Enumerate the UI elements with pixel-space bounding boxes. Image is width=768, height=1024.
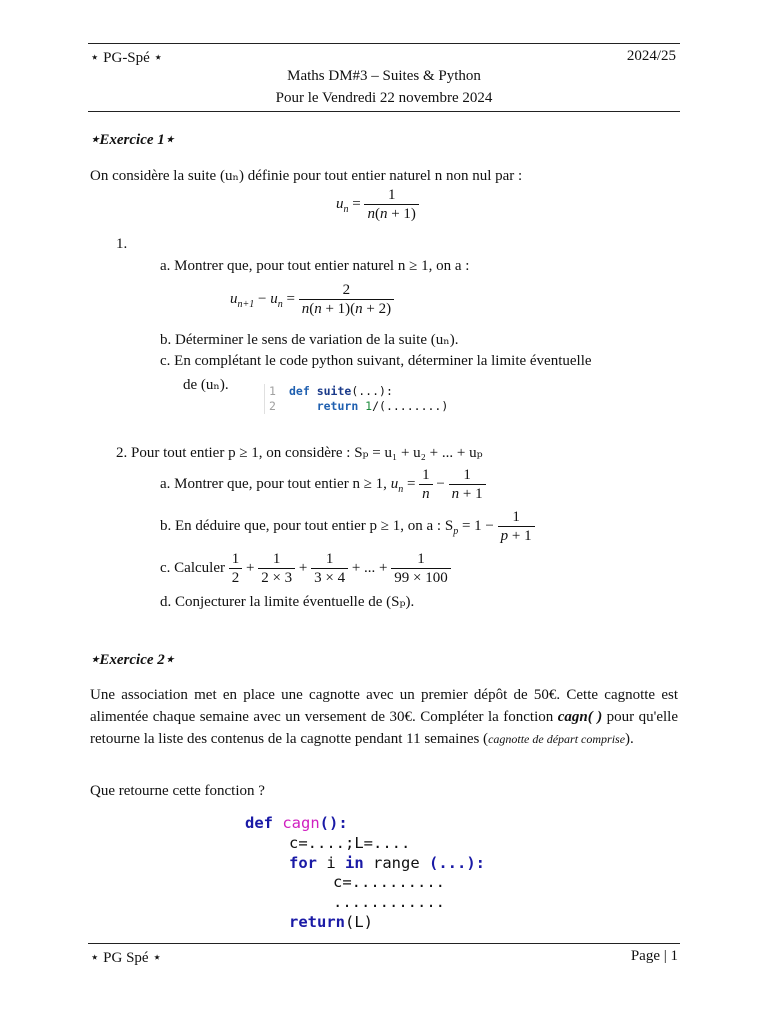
question-2b-text: b. En déduire que, pour tout entier p ≥ 1, on a : [160, 517, 442, 534]
code-line-2: 2 return 1/(........) [269, 399, 449, 413]
question-1c-line1: c. En complétant le code python suivant, déterminer la limite éventuelle [160, 353, 592, 369]
cagn-line-1: def cagn(): [245, 814, 348, 832]
question-2a-text: a. Montrer que, pour tout entier n ≥ 1, [160, 475, 387, 492]
question-1b: b. Déterminer le sens de variation de la suite (uₙ). [160, 332, 459, 348]
exercise-2-question: Que retourne cette fonction ? [90, 783, 265, 799]
exercise-2-paragraph: Une association met en place une cagnotte avec un premier dépôt de 50€. Cette cagnotte est alimentée chaque semaine avec un versement de 30€. Compléter la fonction cagn( ) pour qu'elle retourne la liste des contenus de la cagnotte pendant 11 semaines (cagnotte de départ comprise). [90, 687, 678, 747]
footer-rule [88, 943, 680, 944]
function-name: cagn( ) [557, 709, 603, 725]
cagn-line-2: c=....;L=.... [289, 833, 411, 852]
exercise-1-title: ⋆Exercice 1⋆ [90, 132, 175, 148]
formula-un: $u_n$ = $\frac{1}{n(n + 1)}$ [336, 186, 419, 223]
footer-left: ⋆ PG Spé ⋆ [90, 950, 162, 966]
question-1a: a. Montrer que, pour tout entier naturel n ≥ 1, on a : [160, 258, 470, 274]
question-1c-line2: de (uₙ). [183, 377, 229, 393]
header-bottom-rule [88, 111, 680, 112]
python-suite-code [264, 384, 448, 414]
formula-difference: $u_{n+1} - u_n$ = $\frac{2}{n(n + 1)(n + 2)}$ [230, 281, 394, 318]
header-subtitle: Pour le Vendredi 22 novembre 2024 [275, 90, 493, 106]
header-right: 2024/25 [626, 48, 676, 64]
code-line-1: 1 def suite(...): [269, 384, 393, 398]
question-2c-text: c. Calculer [160, 559, 225, 576]
header-top-rule [88, 43, 680, 44]
cagn-line-5: ............ [333, 893, 445, 912]
header-title: Maths DM#3 – Suites & Python [287, 68, 481, 84]
footer-right: Page | 1 [630, 948, 678, 964]
python-cagn-code [245, 814, 485, 933]
exercise-2-title: ⋆Exercice 2⋆ [90, 652, 175, 668]
exercise-1-intro: On considère la suite (uₙ) définie pour tout entier naturel n non nul par : [90, 168, 523, 184]
cagn-line-3: for i in range (...): [289, 853, 485, 872]
cagn-line-6: return(L) [289, 912, 373, 931]
question-2a: a. Montrer que, pour tout entier n ≥ 1, $u_n$ = $\frac{1}{n}$ − $\frac{1}{n + 1}$ [160, 466, 486, 503]
question-2d: d. Conjecturer la limite éventuelle de (Sₚ). [160, 594, 415, 610]
question-2: 2. Pour tout entier p ≥ 1, on considère : Sₚ = u₁ + u₂ + ... + uₚ [116, 445, 483, 461]
cagn-line-4: c=.......... [333, 873, 445, 892]
question-2b: b. En déduire que, pour tout entier p ≥ 1, on a : $S_p = 1$ − $\frac{1}{p + 1}$ [160, 508, 535, 545]
question-2c: c. Calculer $\frac{1}{2}$ + $\frac{1}{2 \times 3}$ + $\frac{1}{3 \times 4}$ + ... + $\frac{1}{99 \times 100}$ [160, 550, 451, 587]
header-left: ⋆ PG-Spé ⋆ [90, 50, 163, 66]
question-1-number: 1. [116, 236, 128, 252]
